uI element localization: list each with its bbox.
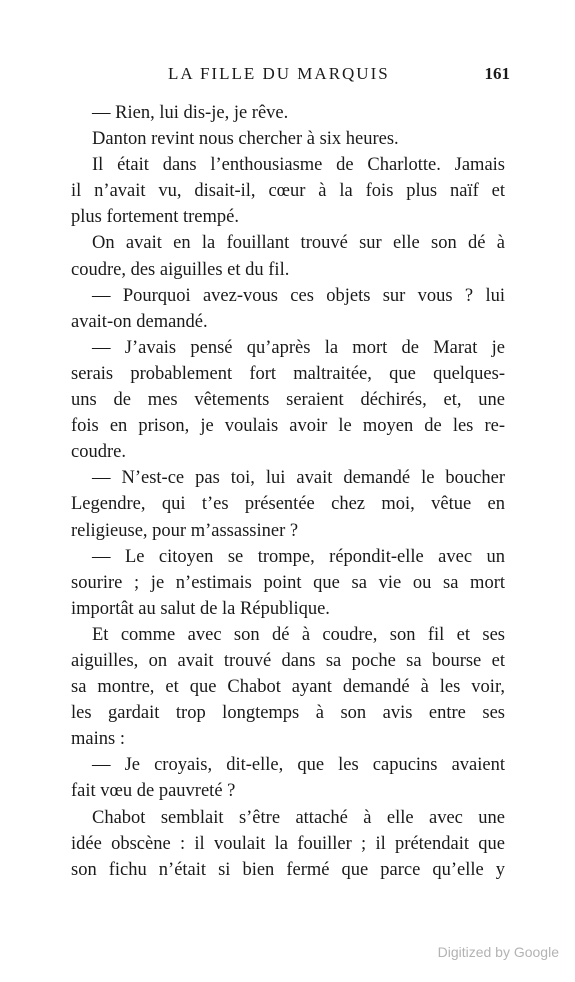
running-title: LA FILLE DU MARQUIS: [168, 64, 390, 83]
text-line: avait-on demandé.: [71, 311, 208, 332]
text-line: On avait en la fouillant trouvé sur elle son dé à: [92, 233, 505, 254]
text-line: les gardait trop longtemps à son avis entre ses: [71, 703, 505, 724]
text-line: idée obscène : il voulait la fouiller ; il prétendait que: [71, 833, 505, 854]
text-line: — N’est-ce pas toi, lui avait demandé le boucher: [92, 468, 505, 489]
text-line: aiguilles, on avait trouvé dans sa poche sa bourse et: [71, 650, 505, 671]
text-line: coudre, des aiguilles et du fil.: [71, 259, 290, 280]
text-line: uns de mes vêtements seraient déchirés, et, une: [71, 390, 505, 411]
text-line: — Je croyais, dit-elle, que les capucins avaient: [92, 755, 505, 776]
text-line: fait vœu de pauvreté ?: [71, 781, 236, 802]
text-line: — J’avais pensé qu’après la mort de Marat je: [92, 337, 505, 358]
text-line: serais probablement fort maltraitée, que quelques-: [71, 363, 505, 384]
text-line: Chabot semblait s’être attaché à elle avec une: [92, 807, 505, 828]
text-line: Danton revint nous chercher à six heures.: [92, 129, 399, 150]
text-line: Legendre, qui t’es présentée chez moi, vêtue en: [71, 494, 505, 515]
text-line: — Pourquoi avez-vous ces objets sur vous ? lui: [92, 285, 505, 306]
text-line: mains :: [71, 729, 125, 750]
text-line: religieuse, pour m’assassiner ?: [71, 520, 299, 541]
text-line: — Rien, lui dis-je, je rêve.: [92, 103, 289, 123]
text-line: plus fortement trempé.: [71, 207, 239, 228]
text-line: Et comme avec son dé à coudre, son fil et ses: [92, 624, 505, 645]
text-line: son fichu n’était si bien fermé que parce qu’elle y: [71, 859, 505, 880]
text-line: Il était dans l’enthousiasme de Charlotte. Jamais: [92, 155, 505, 176]
text-line: sa montre, et que Chabot ayant demandé à les voir,: [71, 677, 505, 698]
page-number: 161: [484, 64, 510, 83]
text-line: il n’avait vu, disait-il, cœur à la fois plus naïf et: [71, 181, 505, 202]
text-line: sourire ; je n’estimais point que sa vie ou sa mort: [71, 572, 505, 593]
text-line: — Le citoyen se trompe, répondit-elle avec un: [92, 546, 505, 567]
text-line: importât au salut de la République.: [71, 598, 330, 619]
page-header: [70, 64, 510, 88]
digitized-watermark: Digitized by Google: [437, 944, 559, 960]
text-line: fois en prison, je voulais avoir le moyen de les re-: [71, 416, 505, 437]
text-line: coudre.: [71, 442, 126, 463]
body-text: [71, 100, 505, 883]
